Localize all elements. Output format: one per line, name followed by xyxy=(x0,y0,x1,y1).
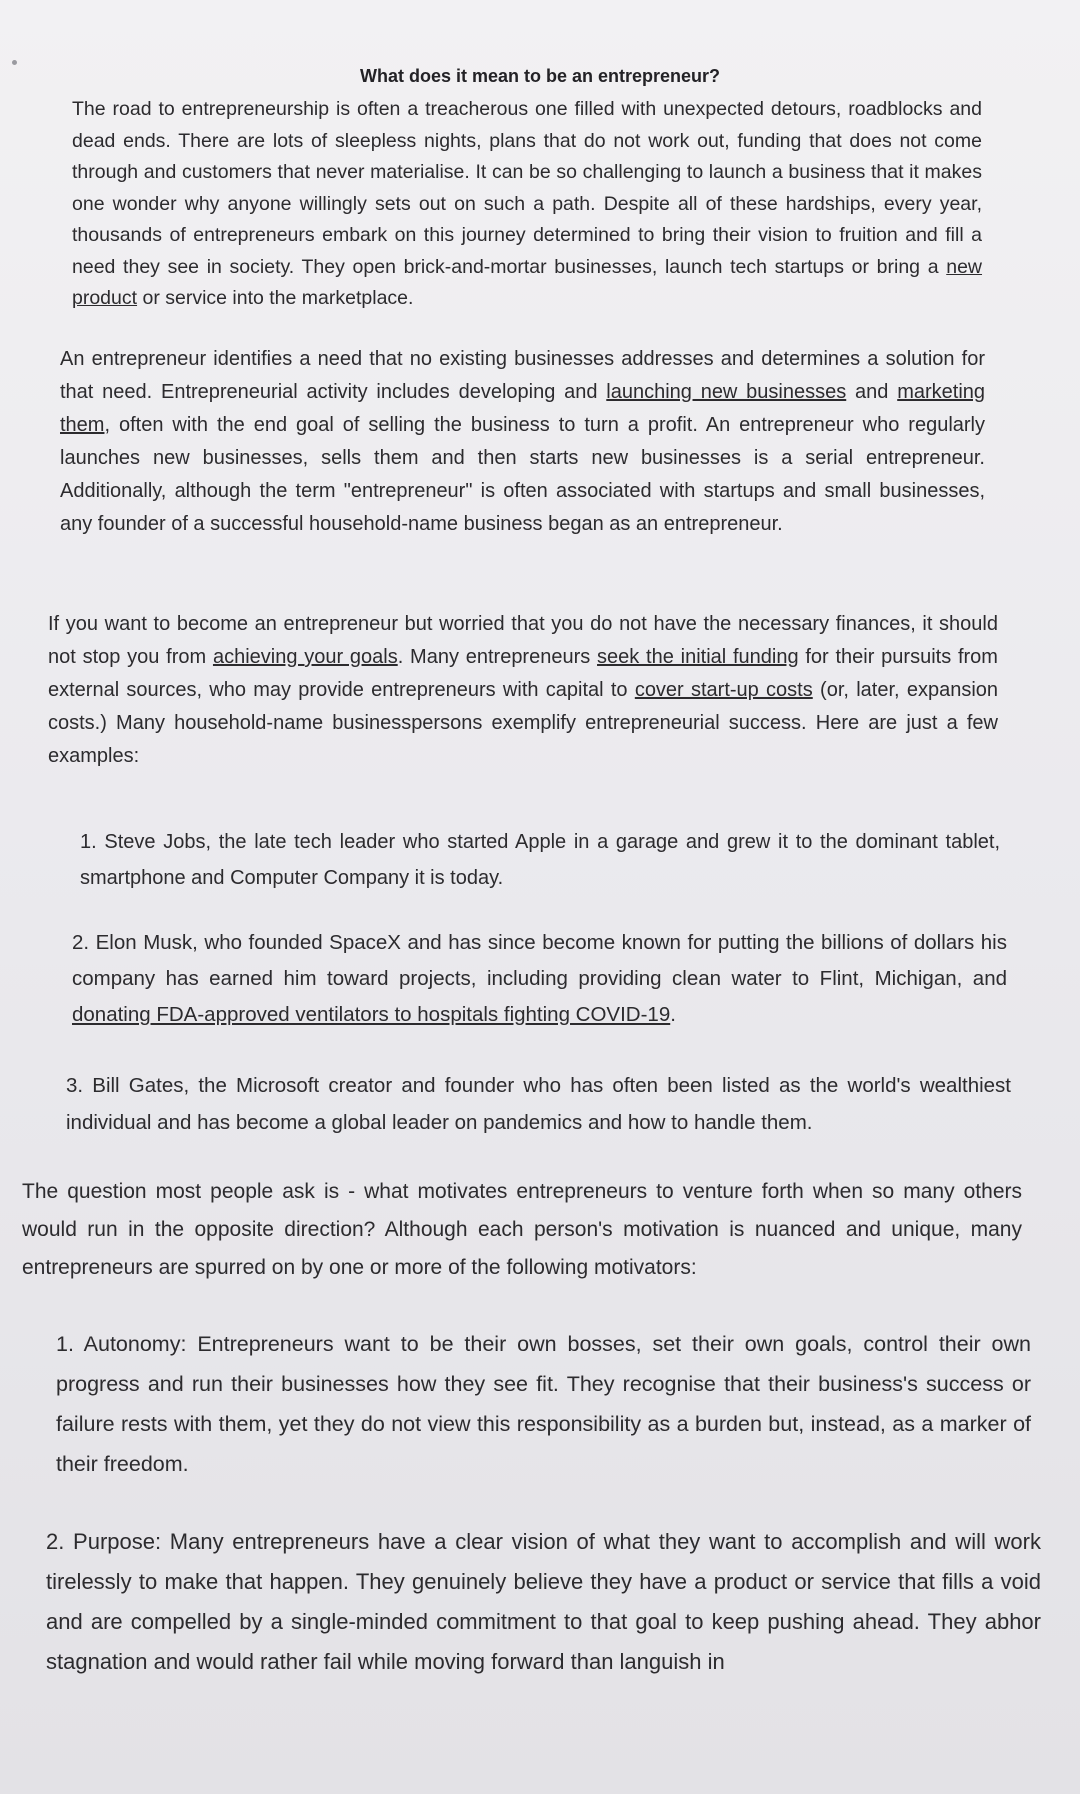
paragraph-definition-text-b: and xyxy=(855,381,889,403)
motivator-item-purpose: 2. Purpose: Many entrepreneurs have a clear vision of what they want to accomplish and will work tirelessly to make that happen. They genuinely believe they have a product or service that fills a void and are compelled by a single-minded commitment to that goal to keep pushing ahead. They abhor stagnation and would rather fail while moving forward than languish in xyxy=(46,1529,1041,1674)
paper-speck xyxy=(12,60,17,65)
link-marketing-them[interactable]: marketing them xyxy=(60,381,986,436)
paragraph-finances-text-a: If you want to become an entrepreneur but worried that you do not have the necessary finances, it should not stop you from xyxy=(48,613,998,668)
paragraph-motivation-question: The question most people ask is - what motivates entrepreneurs to venture forth when so many others would run in the opposite direction? Although each person's motivation is nuanced and unique, many entrepreneurs are spurred on by one or more of the following motivators: xyxy=(22,1180,1022,1279)
motivator-item-autonomy: 1. Autonomy: Entrepreneurs want to be their own bosses, set their own goals, control their own progress and run their businesses how they see fit. They recognise that their business's success or failure rests with them, yet they do not view this responsibility as a burden but, instead, as a marker of their freedom. xyxy=(56,1332,1031,1476)
paragraph-definition xyxy=(60,343,985,541)
link-seek-initial-funding[interactable]: seek the initial funding xyxy=(597,646,799,668)
paragraph-definition-text-a: An entrepreneur identifies a need that no existing businesses addresses and determines a solution for that need. Entrepreneurial activity includes developing and xyxy=(60,348,985,403)
paragraph-finances-text-b: . Many entrepreneurs xyxy=(397,646,591,668)
paragraph-intro xyxy=(72,94,982,315)
link-launching-new-businesses[interactable]: launching new businesses xyxy=(606,381,847,403)
link-achieving-your-goals[interactable]: achieving your goals xyxy=(212,646,398,668)
link-donating-ventilators[interactable]: donating FDA-approved ventilators to hospitals fighting COVID-19 xyxy=(72,1003,671,1026)
page-title: What does it mean to be an entrepreneur? xyxy=(359,66,721,86)
example-item-elon-musk-end: . xyxy=(670,1003,676,1026)
example-item-elon-musk-text: 2. Elon Musk, who founded SpaceX and has since become known for putting the billions of dollars his company has earned him toward projects, including providing clean water to Flint, Michigan, and xyxy=(72,931,1007,990)
paragraph-finances-text-d: (or, later, expansion costs.) Many household-name businesspersons exemplify entrepreneurial success. Here are just a few examples: xyxy=(48,679,999,767)
paragraph-finances xyxy=(48,608,998,773)
link-cover-start-up-costs[interactable]: cover start-up costs xyxy=(634,679,813,701)
example-item-bill-gates: 3. Bill Gates, the Microsoft creator and founder who has often been listed as the world's wealthiest individual and has become a global leader on pandemics and how to handle them. xyxy=(66,1074,1011,1134)
link-new-product[interactable]: new product xyxy=(72,255,983,309)
example-item-steve-jobs: 1. Steve Jobs, the late tech leader who started Apple in a garage and grew it to the dominant tablet, smartphone and Computer Company it is today. xyxy=(80,831,1000,889)
paragraph-intro-text: The road to entrepreneurship is often a treacherous one filled with unexpected detours, roadblocks and dead ends. There are lots of sleepless nights, plans that do not work out, funding that does not come through and customers that never materialise. It can be so challenging to launch a business that it makes one wonder why anyone willingly sets out on such a path. Despite all of these hardships, every year, thousands of entrepreneurs embark on this journey determined to bring their vision to fruition and fill a need they see in society. They open brick-and-mortar businesses, launch tech startups or bring a xyxy=(72,98,982,278)
paragraph-definition-text-c: , often with the end goal of selling the business to turn a profit. An entrepreneur who regularly launches new businesses, sells them and then starts new businesses is a serial entrepreneur. Additionally, although the term "entrepreneur" is often associated with startups and small businesses, any founder of a successful household-name business began as an entrepreneur. xyxy=(60,414,985,535)
paragraph-intro-end: or service into the marketplace. xyxy=(142,287,414,309)
example-item-elon-musk xyxy=(72,925,1007,1033)
paragraph-finances-text-c: for their pursuits from external sources, who may provide entrepreneurs with capital to xyxy=(48,646,998,701)
